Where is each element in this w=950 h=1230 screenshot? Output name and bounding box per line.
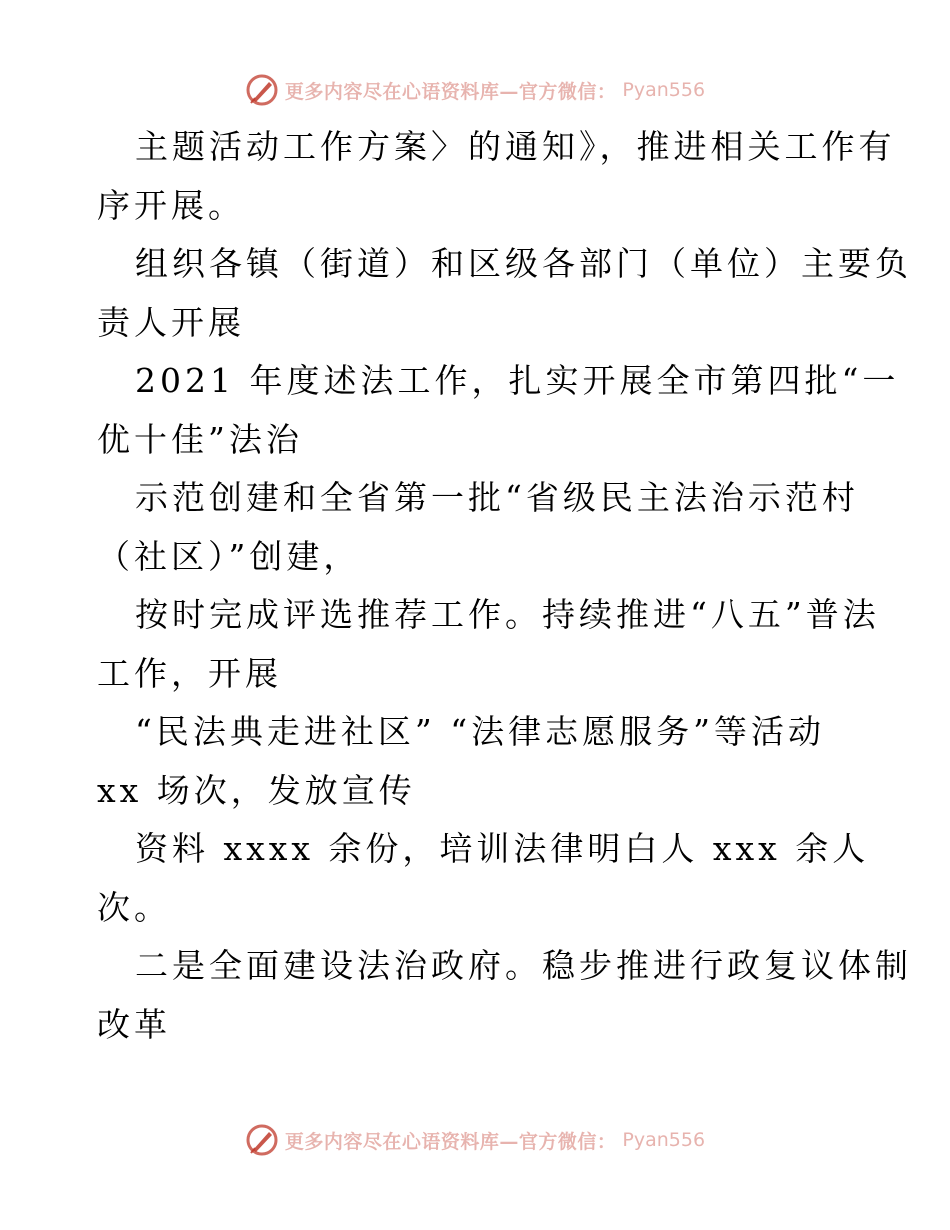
paragraph-line: “民法典走进社区” “法律志愿服务”等活动 xyxy=(135,712,825,751)
feather-pen-logo-icon xyxy=(245,73,279,107)
paragraph-line: 序开展。 xyxy=(97,185,245,225)
watermark-wechat-id: Pyan556 xyxy=(622,1129,706,1151)
paragraph-line: 改革 xyxy=(97,1004,171,1044)
paragraph-line: 2021 年度述法工作，扎实开展全市第四批“一 xyxy=(135,361,900,400)
paragraph-line: 责人开展 xyxy=(97,302,245,342)
watermark-text: 更多内容尽在心语资料库—官方微信： xyxy=(284,80,617,103)
watermark-wechat-id: Pyan556 xyxy=(622,79,706,101)
paragraph-line: 按时完成评选推荐工作。持续推进“八五”普法 xyxy=(135,595,880,634)
paragraph-line: 二是全面建设法治政府。稳步推进行政复议体制 xyxy=(135,946,912,985)
footer-watermark xyxy=(0,1120,950,1160)
paragraph-line: xx 场次，发放宣传 xyxy=(97,770,416,810)
paragraph-line: 次。 xyxy=(97,887,171,927)
document-body xyxy=(97,118,912,1054)
paragraph-line: 示范创建和全省第一批“省级民主法治示范村 xyxy=(135,478,859,517)
header-watermark xyxy=(0,70,950,110)
paragraph-line: （社区）”创建， xyxy=(97,536,361,576)
paragraph-line: 主题活动工作方案〉的通知》，推进相关工作有 xyxy=(135,127,896,166)
paragraph-line: 工作，开展 xyxy=(97,653,282,693)
watermark-text: 更多内容尽在心语资料库—官方微信： xyxy=(284,1130,617,1153)
paragraph-line: 优十佳”法治 xyxy=(97,419,303,459)
feather-pen-logo-icon xyxy=(245,1123,279,1157)
paragraph-line: 组织各镇（街道）和区级各部门（单位）主要负 xyxy=(135,244,912,283)
paragraph-line: 资料 xxxx 余份，培训法律明白人 xxx 余人 xyxy=(135,829,870,868)
